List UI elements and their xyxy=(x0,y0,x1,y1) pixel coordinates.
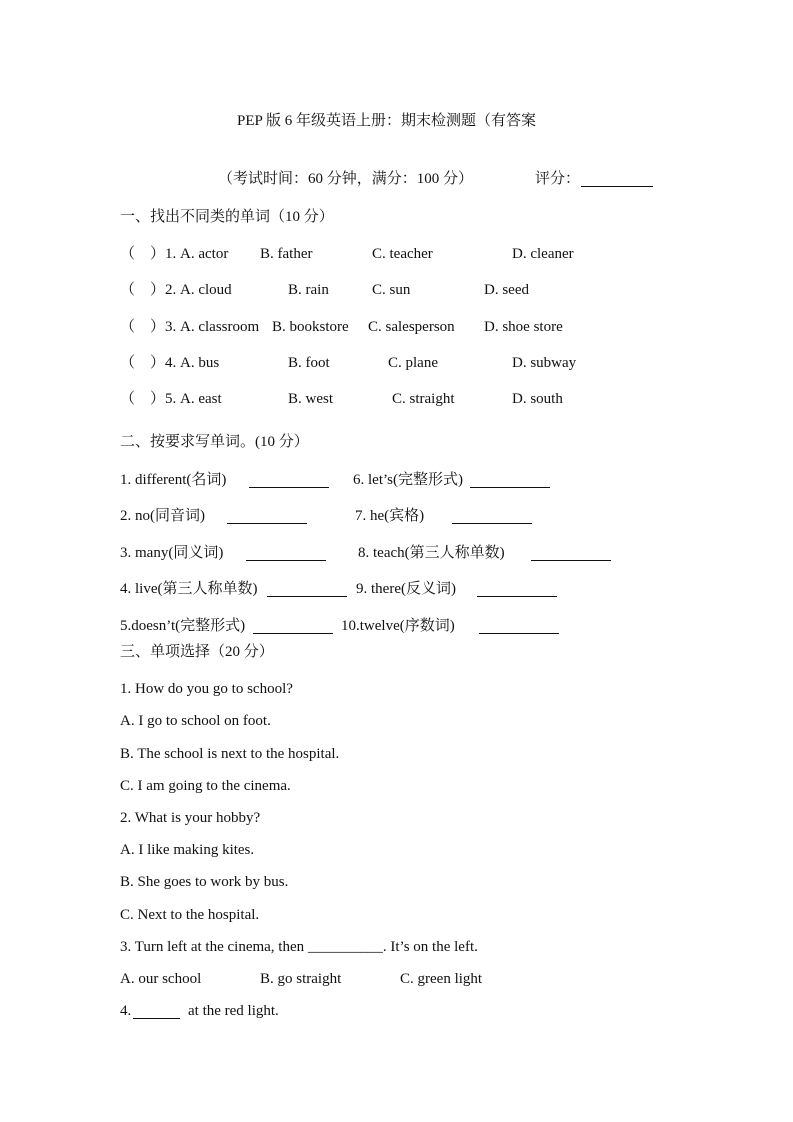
answer-option: B. She goes to work by bus. xyxy=(120,874,289,890)
option-c: C. sun xyxy=(372,282,411,298)
word-task: 1. different(名词) xyxy=(120,472,227,488)
question-number: 4. xyxy=(120,1003,132,1019)
answer-option: A. I like making kites. xyxy=(120,842,255,858)
option-d: D. shoe store xyxy=(484,319,563,335)
word-task: 3. many(同义词) xyxy=(120,545,224,561)
answer-blank[interactable] xyxy=(246,560,326,561)
answer-blank[interactable] xyxy=(249,487,329,488)
question: at the red light. xyxy=(188,1003,279,1019)
option-d: D. south xyxy=(512,391,563,407)
answer-option: B. go straight xyxy=(260,971,342,987)
option-c: C. teacher xyxy=(372,246,433,262)
section2-heading: 二、按要求写单词。(10 分） xyxy=(120,434,309,450)
exam-info: （考试时间：60 分钟，满分：100 分） xyxy=(218,171,474,187)
item-number: （ ）1. A. actor xyxy=(120,246,229,262)
option-b: B. west xyxy=(288,391,333,407)
word-task: 2. no(同音词) xyxy=(120,508,205,524)
question: 3. Turn left at the cinema, then __________. It’s on the left. xyxy=(120,939,478,955)
word-task: 6. let’s(完整形式) xyxy=(353,472,463,488)
option-d: D. subway xyxy=(512,355,577,371)
answer-blank[interactable] xyxy=(477,596,557,597)
answer-blank[interactable] xyxy=(253,633,333,634)
option-b: B. rain xyxy=(288,282,329,298)
question: 1. How do you go to school? xyxy=(120,681,293,697)
answer-blank[interactable] xyxy=(452,523,532,524)
option-b: B. bookstore xyxy=(272,319,349,335)
word-task: 10.twelve(序数词) xyxy=(341,618,455,634)
word-task: 4. live(第三人称单数) xyxy=(120,581,258,597)
answer-option: A. our school xyxy=(120,971,202,987)
item-number: （ ）5. A. east xyxy=(120,391,222,407)
word-task: 5.doesn’t(完整形式) xyxy=(120,618,246,634)
score-blank[interactable] xyxy=(581,186,653,187)
option-d: D. cleaner xyxy=(512,246,574,262)
word-task: 7. he(宾格) xyxy=(355,508,425,524)
option-b: B. foot xyxy=(288,355,330,371)
answer-option: C. green light xyxy=(400,971,483,987)
answer-blank[interactable] xyxy=(267,596,347,597)
question: 2. What is your hobby? xyxy=(120,810,261,826)
option-c: C. straight xyxy=(392,391,455,407)
word-task: 9. there(反义词) xyxy=(356,581,456,597)
answer-blank[interactable] xyxy=(227,523,307,524)
answer-blank[interactable] xyxy=(133,1018,180,1019)
page-title: PEP 版 6 年级英语上册：期末检测题（有答案 xyxy=(237,113,537,129)
item-number: （ ）2. A. cloud xyxy=(120,282,232,298)
option-b: B. father xyxy=(260,246,313,262)
option-d: D. seed xyxy=(484,282,529,298)
answer-option: B. The school is next to the hospital. xyxy=(120,746,340,762)
answer-option: A. I go to school on foot. xyxy=(120,713,271,729)
item-number: （ ）4. A. bus xyxy=(120,355,220,371)
answer-blank[interactable] xyxy=(531,560,611,561)
answer-blank[interactable] xyxy=(470,487,550,488)
section1-heading: 一、找出不同类的单词（10 分） xyxy=(120,209,334,225)
option-c: C. plane xyxy=(388,355,438,371)
answer-option: C. I am going to the cinema. xyxy=(120,778,291,794)
answer-blank[interactable] xyxy=(479,633,559,634)
option-c: C. salesperson xyxy=(368,319,455,335)
section3-heading: 三、单项选择（20 分） xyxy=(120,644,274,660)
word-task: 8. teach(第三人称单数) xyxy=(358,545,505,561)
answer-option: C. Next to the hospital. xyxy=(120,907,260,923)
score-label: 评分： xyxy=(535,171,581,187)
item-number: （ ）3. A. classroom xyxy=(120,319,260,335)
